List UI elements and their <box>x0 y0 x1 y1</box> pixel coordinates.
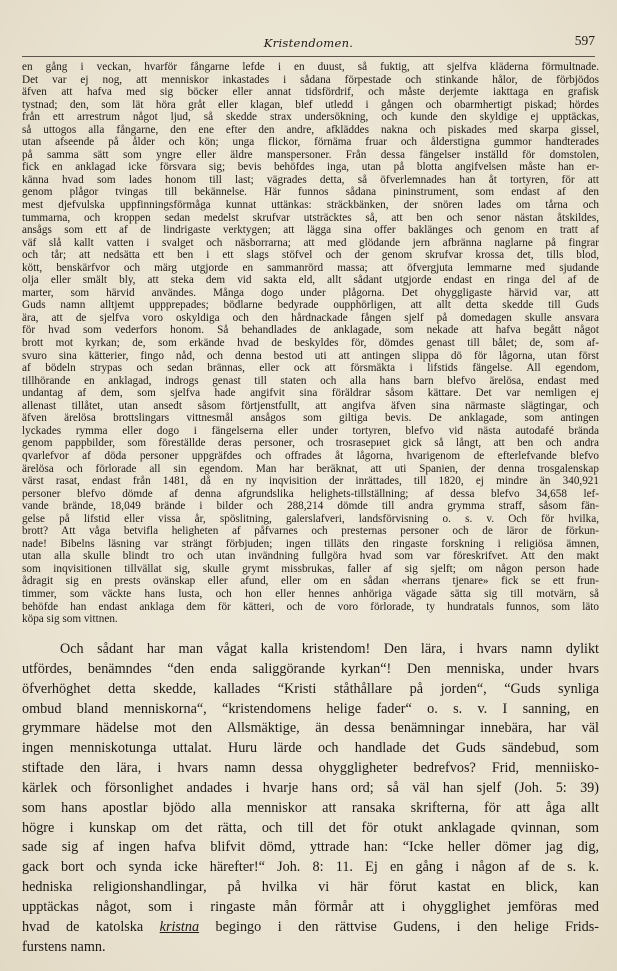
text-line: kärlek och försonlighet andades i hvarje hans ord; så väl han sjelf (Joh. 5: 39) <box>22 779 599 796</box>
large-print-paragraph <box>22 640 599 958</box>
text-line: en gång i veckan, hvarför fångarne lefde i en duust, så fuktig, att sjelfva kläderna förmultnade. <box>22 61 599 73</box>
text-line: öfverhöghet detta skedde, kallades “Kristi ståthållare på jorden“, “Guds synliga <box>22 680 599 697</box>
text-line: nade! Bibelns läsning var strängt förbjuden; ingen tilläts den ringaste forskning i religiösa ämnen, <box>22 537 599 550</box>
text-line: gelse på lifstid eller vissa år, spöslitning, galerslafveri, landsförvisning o. s. v. Och för hvilka, <box>22 512 599 525</box>
running-title: Kristendomen. <box>263 36 354 50</box>
text-line <box>22 918 599 938</box>
text-line: olja eller smält bly, att steka dem vid sakta eld, allt sådant utgjorde endast en ringa del af de <box>22 274 599 287</box>
text-line: Guds namn alltjemt uppprepades; bödlarne bedyrade oupphörligen, att allt detta skedde till Guds <box>22 299 599 312</box>
text-line: ingen menniskotunga uttalat. Huru lärde och handlade det Guds sändebud, som <box>22 740 599 757</box>
text-line: personer blefvo dömde af denna afgrundslika helighets-tillställning; af dessa blefvo 34,658 lef- <box>22 487 599 500</box>
text-line: som hans apostlar bjödo alla menniskor att ransaka skrifterna, för att åga allt <box>22 799 599 816</box>
header-rule <box>22 56 595 57</box>
text-line: högre i kunskap om det rätta, och till det för otukt anklagade qvinnan, som <box>22 819 599 836</box>
text-line: behöfde han endast anklaga dem för kätteri, och de voro förlorade, ty hundratals funnos, som läto <box>22 600 599 613</box>
page-header <box>22 33 595 56</box>
text-line: som inqvisitionen tillvällat sig, skulle grymt missbrukas, faller af sig sjelft; om någon person hade <box>22 562 599 575</box>
emphasized-word: kristna <box>159 918 200 935</box>
text-line: vande brände, 18,049 brände i bilder och 288,214 dömde till andra grymma straff, såsom fän- <box>22 500 599 513</box>
text-line: timmer, som väckte hans lusta, och hon eller hennes anhöriga vägade sätta sig till motvärn, så <box>22 587 599 600</box>
text-line: ansågs som ett af de lindrigaste verktygen; att lägga sina offer baklänges och genom en tratt af <box>22 224 599 237</box>
text-line: Det var ej nog, att menniskor inkastades i sådana förpestade och stinkande hålor, de förbjödos <box>22 73 599 86</box>
text-line: upptäckas något, som i ringaste mån förmår att i ohygglighet jemföras med <box>22 898 599 915</box>
text-line: undantag af dem, som sjelfva hade angifvit sina föräldrar såsom kättare. Det var nemligen ej <box>22 387 599 400</box>
text-segment: begingo i den rättvise Gudens, i den helige Frids- <box>199 918 599 935</box>
text-line: ära, att de sjelfva voro oskyldiga och den hårdnackade fången sjelf på domedagen skulle ansvara <box>22 311 599 324</box>
text-line: allenast tillåtet, utan ansedt såsom förtjenstfullt, att angifva äfven sina närmaste slägtingar, och <box>22 399 599 412</box>
text-line: tillhörande en anklagad, indrogs genast till staten och alla hans barn blefvo ärelösa, endast med <box>22 374 599 387</box>
text-line: af bödeln strypas och sedan brännas, eller ock att försmäkta i lifstids fängelse. All egendom, <box>22 362 599 375</box>
text-line: känna hvad som lades honom till last; vägrades detta, så öfverlemnades han åt tortyren, för att <box>22 173 599 186</box>
text-line: fick en anklagad icke försvara sig; bevis behöfdes inga, utan på blotta angifvelsen måste han er- <box>22 161 599 174</box>
text-line: för hvad som vederfors honom. Så behandlades de anklagade, som nekade att hafva begått något <box>22 324 599 337</box>
text-line: väf slå kallt vatten i svalget och näsborrarna; att med glödande jern afbränna naglarne på fingrar <box>22 236 599 249</box>
text-line: äfven ärelösa brottslingars vittnesmål ansågos som giltiga bevis. De anklagade, som antingen <box>22 412 599 425</box>
text-line: brott mot kyrkan; de, som erkände hvad de beskyldes för, dömdes genast till bålet; de, som af- <box>22 337 599 350</box>
text-line: Och sådant har man vågat kalla kristendom! Den lära, i hvars namn dylikt <box>60 641 599 657</box>
small-print-paragraph <box>22 61 599 626</box>
text-line: hedniska religionshandlingar, på hvilka vi här förut kastat en blick, kan <box>22 879 599 896</box>
text-line: mest djefvulska uppfinningsförmåga kunnat uttänkas: sträckbänken, der snören lades om tårna och <box>22 199 599 212</box>
text-line: utfördes, benämndes “den enda saliggörande kyrkan“! Den menniska, under hvars <box>22 660 599 677</box>
text-line: sade sig af ingen hafva blifvit dömd, yttrade han: “Icke heller dömer jag dig, <box>22 839 599 856</box>
text-line: tystnad; den, som lät höra gråt eller klagan, blef utledd i gången och obarmhertigt piskad; hördes <box>22 98 599 111</box>
text-line: köpa sig som vittnen. <box>22 613 118 626</box>
text-line: utan alla skulle blindt tro och utan invändning fullgöra hvad som var föreskrifvet. Att den makt <box>22 550 599 563</box>
text-line: på samma sätt som yngre eller äldre manspersoner. Från dessa fängelser inställd för domstolen, <box>22 148 599 161</box>
text-line: äfven att hafva med sig böcker eller annat tidsfördrif, och måste derjemte iakttaga en grafisk <box>22 86 599 99</box>
text-line: grymmare hädelse mot den Allsmäktige, än dessa benämningar innebära, har väl <box>22 720 599 737</box>
text-line: och tår; att nedsätta ett ben i ett slags stöfvel och der genom skrufvar krossa det, tills blod, <box>22 249 599 262</box>
text-line: tummarna, och kroppen sedan medelst skrufvar utsträcktes så, att ben och senor nästan åtskildes, <box>22 211 599 224</box>
text-line: ärelösa och förlorade all sin egendom. Man har beräknat, att uti Spanien, der denna trosgalenskap <box>22 462 599 475</box>
text-line: brott? Att våga betvifla heligheten af påfvarnes och presternas personer och de läror de förkun- <box>22 525 599 538</box>
text-line: värst rasat, endast från 1481, då en ny inqvisition der inrättades, till 1820, ej mindre än 340,921 <box>22 475 599 488</box>
text-line: ådragit sig en prests ovänskap eller afund, eller om en sådan «herrans tjenare» fick se ett frun- <box>22 575 599 588</box>
text-segment: hvad de katolska <box>22 918 160 935</box>
text-line: genom plågor tvingas till bekännelse. Här funnos sådana pininstrument, som endast af den <box>22 186 599 199</box>
text-line: marter, som härvid användes. Många dogo under plågorna. Det ohyggligaste härvid var, att <box>22 286 599 299</box>
text-line: genom pappbilder, som föreställde deras personer, och trosrasериet gick så långt, att ben och andra <box>22 437 599 450</box>
text-line: gack bort och synda icke härefter!“ Joh. 8: 11. Ej en gång i någon af de s. k. <box>22 859 599 876</box>
page-number: 597 <box>574 33 595 48</box>
text-line: lyckades rymma eller dogo i fängelserna eller under tortyren, blefvo vid nästa autodafé brända <box>22 424 599 437</box>
text-line: utan afseende på ålder och kön; unga flickor, förnäma fruar och ålderstigna gummor handterades <box>22 136 599 149</box>
text-line: stiftade den lära, i hvars namn dessa ohyggligheter bedrefvos? Frid, menniisko- <box>22 760 599 777</box>
text-line: ombud bland menniskorna“, “kristendomens helige fader“ o. s. v. I sanning, en <box>22 700 599 717</box>
text-line: kött, benskärfvor och märg utgjorde en sammanrörd massa; att öfvergjuta lemmarne med sjudande <box>22 261 599 274</box>
text-line: qvarlefvor af döda personer uppgräfdes och offrades åt lågorna, hvarigenom de efterlefvande blefvo <box>22 449 599 462</box>
text-line: från ett arrestrum något ljud, så skedde strax undersökning, och kunde den skyldige ej upptäckas, <box>22 111 599 124</box>
text-line: furstens namn. <box>22 938 106 955</box>
text-line: svuro sina kätterier, fingo nåd, och denna bestod uti att antingen slippa dö för lågorna, utan först <box>22 349 599 362</box>
text-line: så uttogos alla fångarne, den ene efter den andre, afkläddes nakna och piskades med skarpa gissel, <box>22 123 599 136</box>
